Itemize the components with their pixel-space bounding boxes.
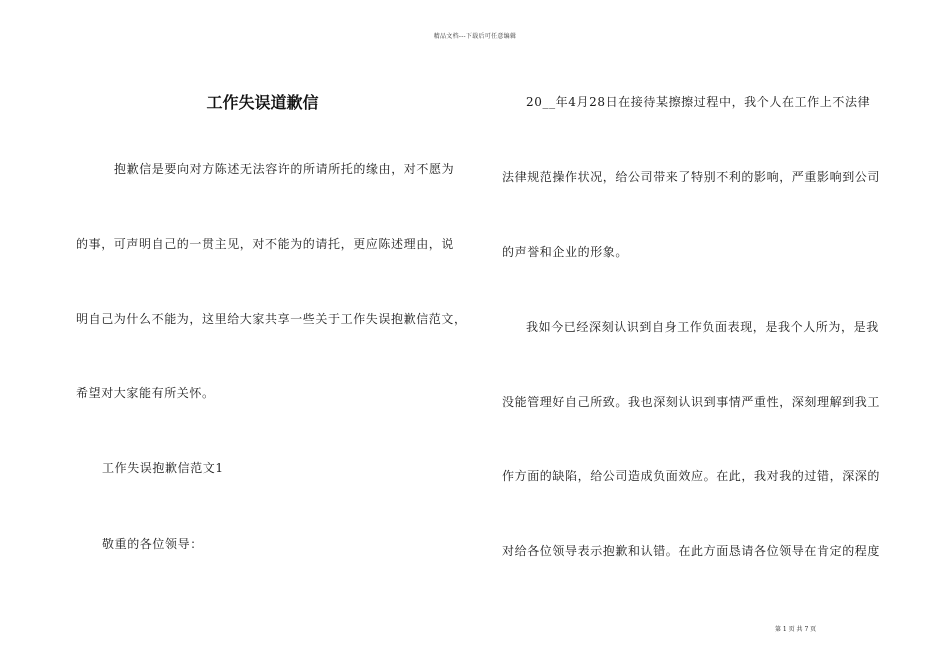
header-note: 精品文档---下载后可任意编辑	[433, 33, 517, 40]
paragraph-line: 我如今已经深刻认识到自身工作负面表现，是我个人所为，是我	[526, 320, 879, 334]
salutation: 敬重的各位领导：	[102, 537, 203, 551]
paragraph-line: 的声誉和企业的形象。	[502, 245, 629, 259]
paragraph-line: 对给各位领导表示抱歉和认错。在此方面恳请各位领导在肯定的程度	[502, 544, 881, 558]
section-heading: 工作失误抱歉信范文1	[102, 461, 224, 475]
paragraph-line: 没能管理好自己所致。我也深刻认识到事情严重性，深刻理解到我工	[502, 395, 881, 409]
page-number: 第 1 页 共 7 页	[775, 626, 817, 633]
document-title: 工作失误道歉信	[206, 93, 319, 112]
paragraph-line: 明自己为什么不能为，这里给大家共享一些关于工作失误抱歉信范文，	[76, 312, 467, 326]
paragraph-line: 抱歉信是要向对方陈述无法容许的所请所托的缘由，对不愿为	[114, 162, 455, 176]
paragraph-line: 法律规范操作状况，给公司带来了特别不利的影响，严重影响到公司	[502, 170, 881, 184]
paragraph-line: 的事，可声明自己的一贯主见，对不能为的请托，更应陈述理由，说	[76, 237, 455, 251]
paragraph-line: 作方面的缺陷，给公司造成负面效应。在此，我对我的过错，深深的	[502, 469, 881, 483]
paragraph-line: 希望对大家能有所关怀。	[76, 386, 215, 400]
paragraph-line: 20__年4月28日在接待某擦擦过程中，我个人在工作上不法律	[526, 95, 871, 109]
